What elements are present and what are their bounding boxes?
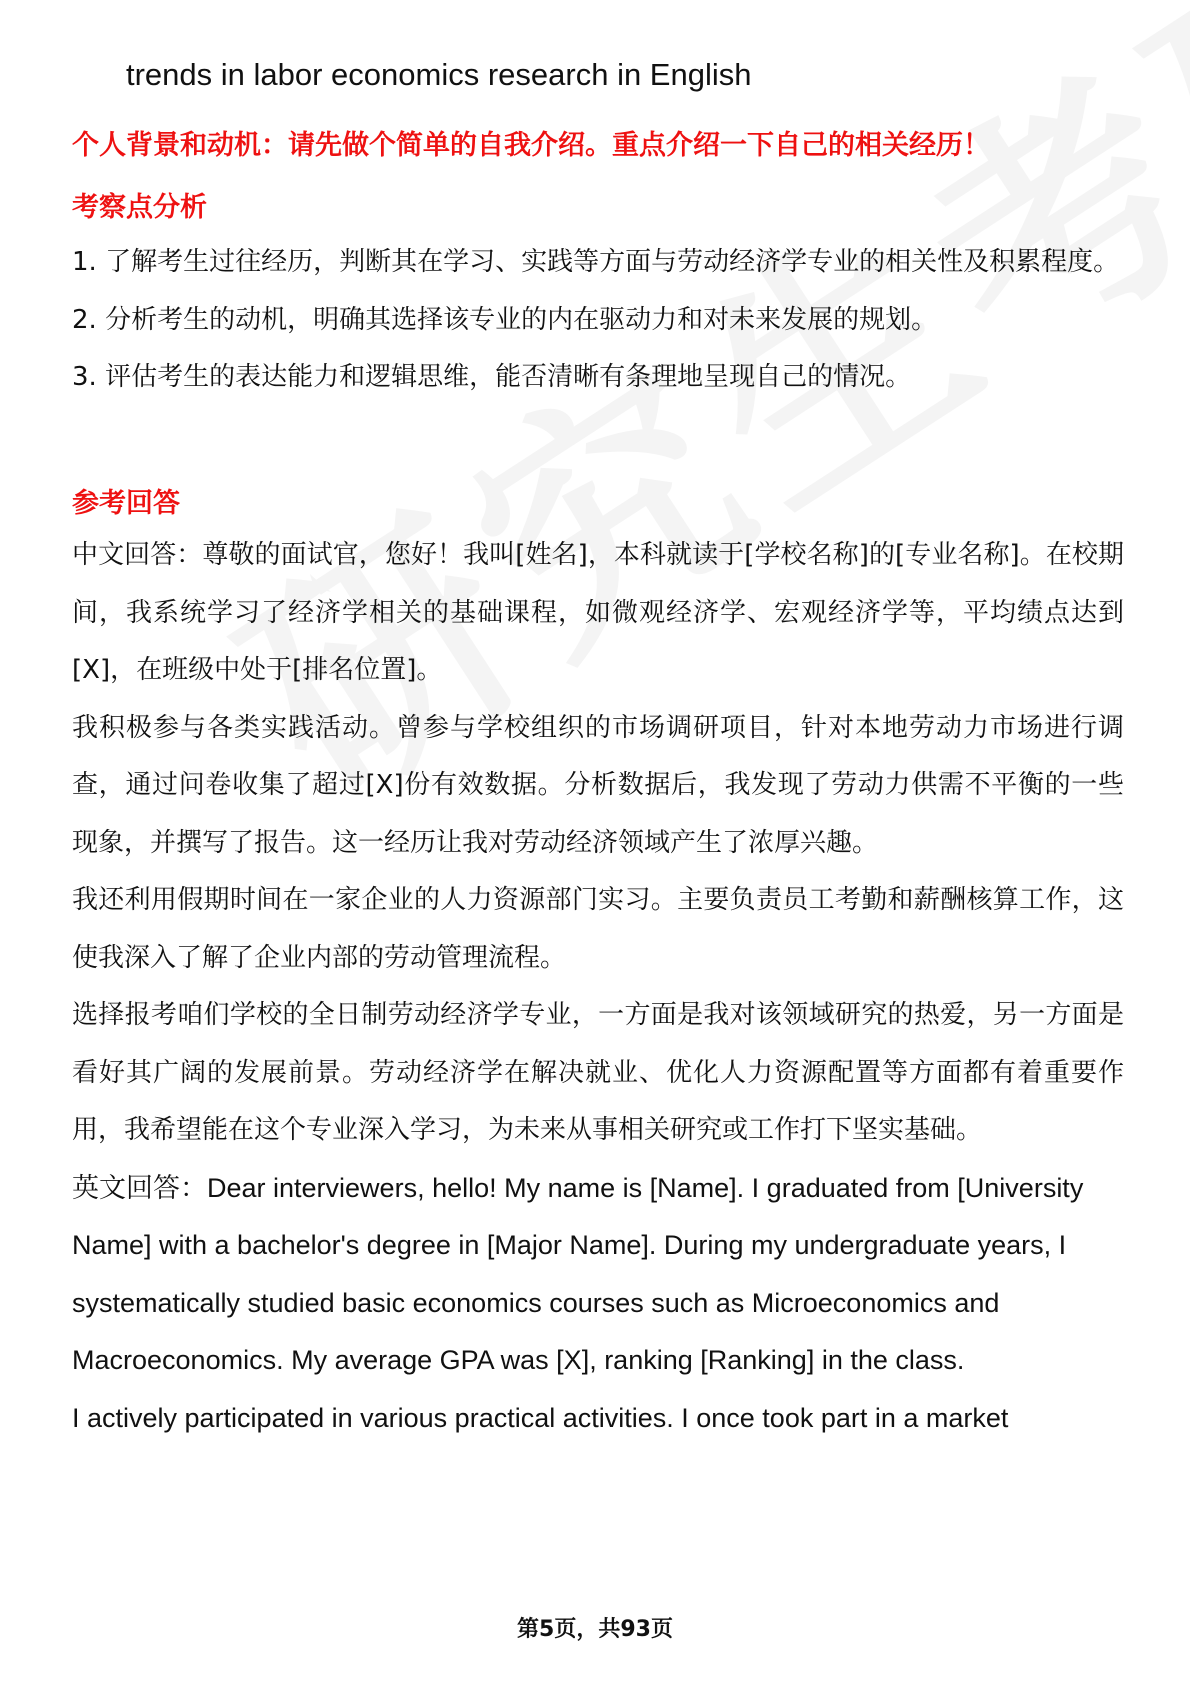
answer-paragraph-english: 英文回答：Dear interviewers, hello! My name is [Name]. I graduated from [University Name] with a bachelor's degree in [Major Name]. During my undergraduate years, I systematically studied basic economics courses such as Microeconomics and Macroeconomics. My average GPA was [X], ranking [Ranking] in the class.	[72, 1172, 1084, 1375]
page-number: 第5页，共93页	[517, 1617, 673, 1642]
answer-body	[72, 527, 1124, 1447]
continued-line: trends in labor economics research in English	[126, 57, 752, 92]
answer-paragraph: 我还利用假期时间在一家企业的人力资源部门实习。主要负责员工考勤和薪酬核算工作，这使我深入了解了企业内部的劳动管理流程。	[72, 885, 1124, 973]
answer-paragraph: 中文回答：尊敬的面试官，您好！我叫[姓名]，本科就读于[学校名称]的[专业名称]。在校期间，我系统学习了经济学相关的基础课程，如微观经济学、宏观经济学等，平均绩点达到[X]，在班级中处于[排名位置]。	[72, 540, 1124, 685]
analysis-heading: 考察点分析	[72, 192, 207, 223]
answer-heading: 参考回答	[72, 488, 180, 519]
analysis-points	[72, 234, 1124, 407]
answer-paragraph: 选择报考咱们学校的全日制劳动经济学专业，一方面是我对该领域研究的热爱，另一方面是看好其广阔的发展前景。劳动经济学在解决就业、优化人力资源配置等方面都有着重要作用，我希望能在这个专业深入学习，为未来从事相关研究或工作打下坚实基础。	[72, 1000, 1124, 1145]
question-title: 个人背景和动机：请先做个简单的自我介绍。重点介绍一下自己的相关经历！	[72, 130, 990, 161]
analysis-point: 3. 评估考生的表达能力和逻辑思维，能否清晰有条理地呈现自己的情况。	[72, 362, 912, 392]
analysis-point: 1. 了解考生过往经历，判断其在学习、实践等方面与劳动经济学专业的相关性及积累程度。	[72, 247, 1120, 277]
answer-paragraph-english: I actively participated in various practical activities. I once took part in a market	[72, 1402, 1009, 1433]
analysis-point: 2. 分析考生的动机，明确其选择该专业的内在驱动力和对未来发展的规划。	[72, 304, 938, 335]
answer-paragraph: 我积极参与各类实践活动。曾参与学校组织的市场调研项目，针对本地劳动力市场进行调查，通过问卷收集了超过[X]份有效数据。分析数据后，我发现了劳动力供需不平衡的一些现象，并撰写了报告。这一经历让我对劳动经济领域产生了浓厚兴趣。	[72, 712, 1124, 858]
